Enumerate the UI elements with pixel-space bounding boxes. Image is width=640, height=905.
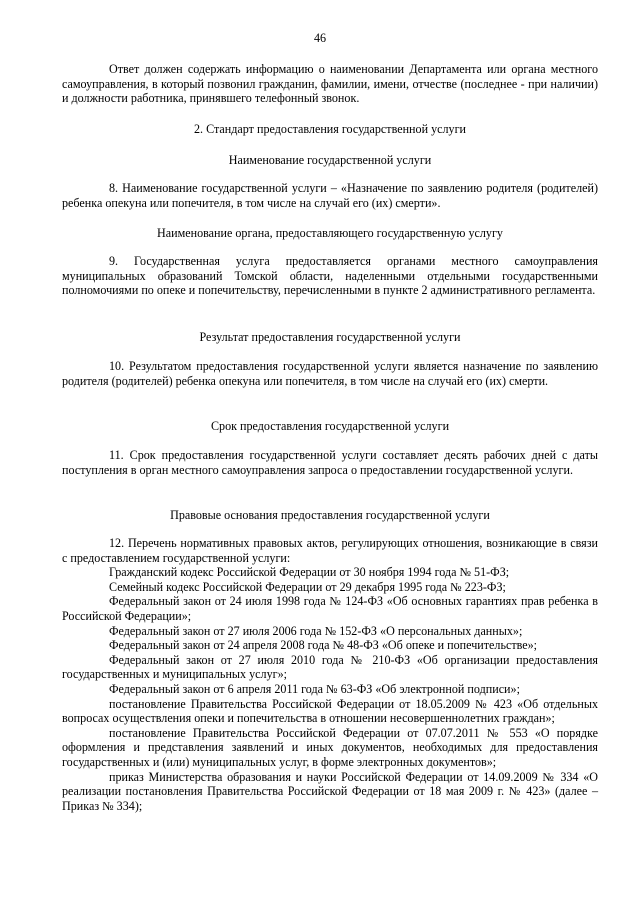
paragraph-10-text: 10. Результатом предоставления государственной услуги является назначение по заявлению родителя (родителей) ребенка опекуна или попечителя, в том числе на случай его (их) смерти. xyxy=(62,359,598,388)
list-item: Федеральный закон от 24 апреля 2008 года № 48-ФЗ «Об опеке и попечительстве»; xyxy=(109,638,538,653)
list-item: Федеральный закон от 27 июля 2006 года № 152-ФЗ «О персональных данных»; xyxy=(109,623,523,638)
paragraph-9-text: 9. Государственная услуга предоставляется органами местного самоуправления муниципальных образований Томской области, наделенными отдельными государственными полномочиями по опеке и попечительству, перечисленными в пункте 2 административного регламента. xyxy=(62,254,598,298)
section-title xyxy=(62,122,598,137)
list-item: Семейный кодекс Российской Федерации от 29 декабря 1995 года № 223-ФЗ; xyxy=(109,579,506,594)
section-title-text: 2. Стандарт предоставления государственной услуги xyxy=(193,122,466,136)
heading-term xyxy=(62,419,598,434)
heading-service-name xyxy=(62,153,598,168)
paragraph-10 xyxy=(62,359,598,388)
paragraph-12-text: 12. Перечень нормативных правовых актов, регулирующих отношения, возникающие в связи с предоставлением государственной услуги: xyxy=(62,536,598,565)
list-item: Гражданский кодекс Российской Федерации от 30 ноября 1994 года № 51-ФЗ; xyxy=(109,565,510,580)
intro-paragraph xyxy=(62,62,598,106)
list-item: постановление Правительства Российской Федерации от 07.07.2011 № 553 «О порядке оформления и представления заявлений и иных документов, необходимых для предоставления государственных и (или) муниципальных услуг, в форме электронных документов»; xyxy=(62,725,598,769)
paragraph-8 xyxy=(62,181,598,210)
heading-term-text: Срок предоставления государственной услуги xyxy=(210,419,450,433)
heading-result xyxy=(62,330,598,345)
heading-legal xyxy=(62,508,598,523)
page-number: 46 xyxy=(313,31,327,45)
paragraph-8-text: 8. Наименование государственной услуги – «Назначение по заявлению родителя (родителей) ребенка опекуна или попечителя, в том числе на случай его (их) смерти». xyxy=(62,181,598,210)
list-item: Федеральный закон от 27 июля 2010 года № 210-ФЗ «Об организации предоставления государственных и муниципальных услуг»; xyxy=(62,652,598,682)
heading-service-name-text: Наименование государственной услуги xyxy=(228,153,432,167)
list-item: приказ Министерства образования и науки Российской Федерации от 14.09.2009 № 334 «О реализации постановления Правительства Российской Федерации от 18 мая 2009 г. № 423» (далее – Приказ № 334); xyxy=(62,769,598,813)
heading-legal-text: Правовые основания предоставления государственной услуги xyxy=(170,508,490,522)
heading-result-text: Результат предоставления государственной услуги xyxy=(199,330,461,344)
heading-organ-text: Наименование органа, предоставляющего государственную услугу xyxy=(157,226,503,240)
paragraph-11 xyxy=(62,448,598,477)
paragraph-9 xyxy=(62,254,598,298)
intro-text: Ответ должен содержать информацию о наименовании Департамента или органа местного самоуправления, в который позвонил гражданин, фамилии, имени, отчестве (последнее - при наличии) и должности работника, принявшего телефонный звонок. xyxy=(62,62,598,106)
list-item: Федеральный закон от 6 апреля 2011 года № 63-ФЗ «Об электронной подписи»; xyxy=(109,681,520,696)
heading-organ xyxy=(62,226,598,241)
list-item: постановление Правительства Российской Федерации от 18.05.2009 № 423 «Об отдельных вопросах осуществления опеки и попечительства в отношении несовершеннолетних граждан»; xyxy=(62,696,598,726)
paragraph-11-text: 11. Срок предоставления государственной услуги составляет десять рабочих дней с даты поступления в орган местного самоуправления запроса о предоставлении государственной услуги. xyxy=(62,448,598,477)
list-item: Федеральный закон от 24 июля 1998 года № 124-ФЗ «Об основных гарантиях прав ребенка в Российской Федерации»; xyxy=(62,594,598,623)
paragraph-12 xyxy=(62,536,598,813)
